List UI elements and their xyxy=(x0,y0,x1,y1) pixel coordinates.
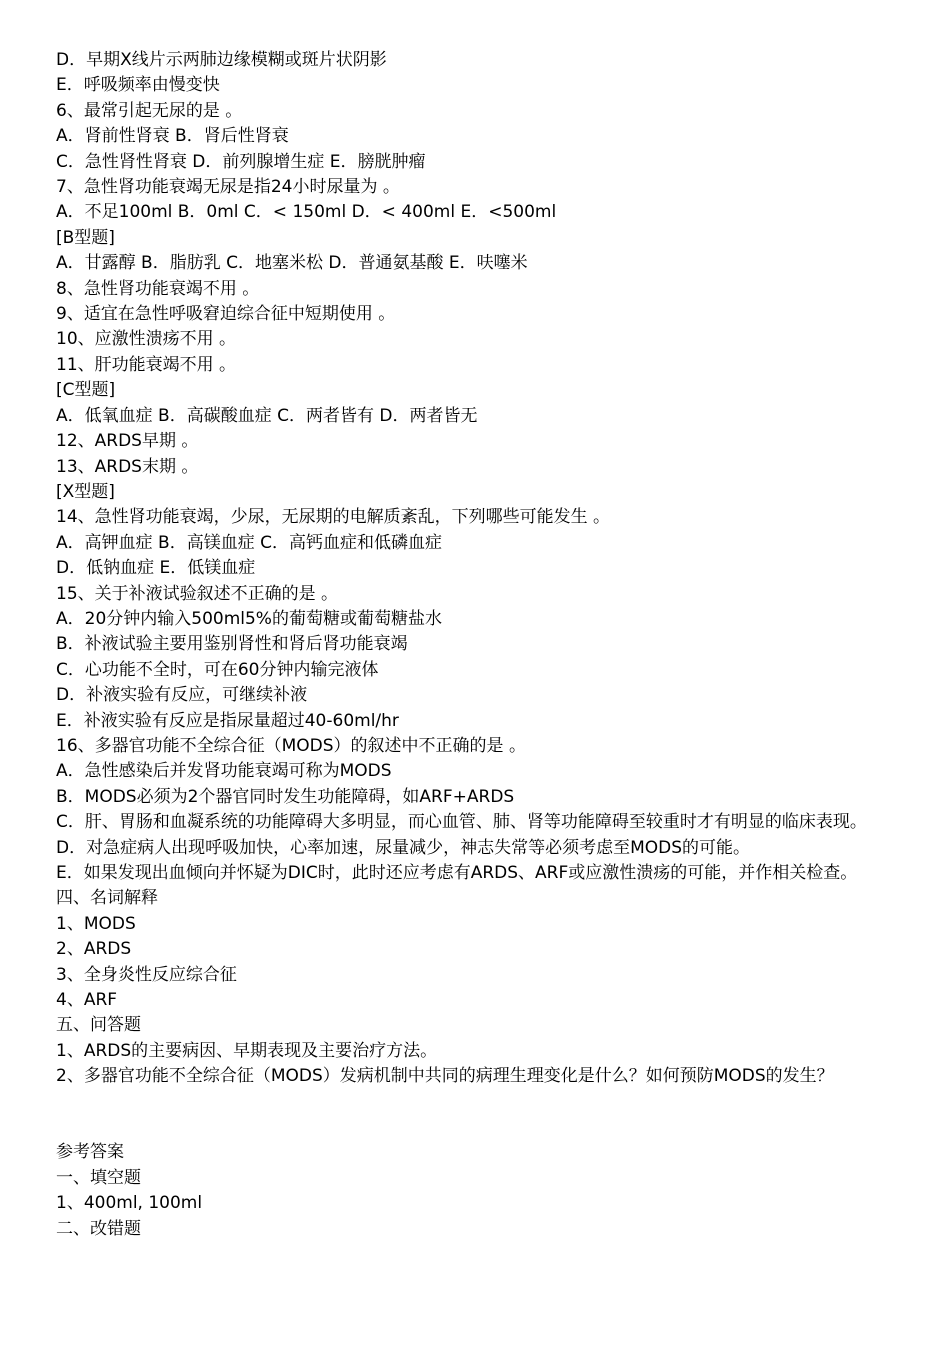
section-heading: 五、问答题 xyxy=(56,1015,141,1036)
option-line: D．低钠血症 E．低镁血症 xyxy=(56,558,256,579)
option-line: B．MODS必须为2个器官同时发生功能障碍，如ARF+ARDS xyxy=(56,786,515,807)
option-line: A．高钾血症 B．高镁血症 C．高钙血症和低磷血症 xyxy=(56,532,442,553)
option-line: C．急性肾性肾衰 D．前列腺增生症 E．膀胱肿瘤 xyxy=(56,151,426,172)
term-item: 1、MODS xyxy=(56,913,136,934)
section-heading: 二、改错题 xyxy=(56,1218,141,1239)
option-line: B．补液试验主要用鉴别肾性和肾后肾功能衰竭 xyxy=(56,634,408,655)
option-line: E．如果发现出血倾向并怀疑为DIC时，此时还应考虑有ARDS、ARF或应激性溃疡的可能，并作相关检查。 xyxy=(56,863,858,883)
question-line: 2、多器官功能不全综合征（MODS）发病机制中共同的病理生理变化是什么？如何预防MODS的发生？ xyxy=(56,1066,834,1087)
question-line: 10、应激性溃疡不用 。 xyxy=(56,329,237,350)
option-line: D．对急症病人出现呼吸加快，心率加速，尿量减少，神志失常等必须考虑至MODS的可能。 xyxy=(56,837,751,858)
question-line: 13、ARDS末期 。 xyxy=(56,456,199,477)
option-line: A．低氧血症 B．高碳酸血症 C．两者皆有 D．两者皆无 xyxy=(56,405,478,426)
option-line: D．早期X线片示两肺边缘模糊或斑片状阴影 xyxy=(56,50,387,70)
option-line: A．甘露醇 B．脂肪乳 C．地塞米松 D．普通氨基酸 E．呋噻米 xyxy=(56,253,528,274)
option-line: C．心功能不全时，可在60分钟内输完液体 xyxy=(56,659,379,680)
term-item: 4、ARF xyxy=(56,990,118,1011)
answer-item: 1、400ml, 100ml xyxy=(56,1193,203,1214)
question-line: 15、关于补液试验叙述不正确的是 。 xyxy=(56,583,339,604)
spacer xyxy=(56,1090,906,1141)
section-label: [B型题] xyxy=(56,227,115,248)
section-label: [X型题] xyxy=(56,481,115,502)
option-line: E．呼吸频率由慢变快 xyxy=(56,75,220,96)
section-heading: 一、填空题 xyxy=(56,1167,141,1188)
option-line: C．肝、胃肠和血凝系统的功能障碍大多明显，而心血管、肺、肾等功能障碍至较重时才有明显的临床表现。 xyxy=(56,812,867,833)
question-line: 9、适宜在急性呼吸窘迫综合征中短期使用 。 xyxy=(56,304,396,325)
section-label: [C型题] xyxy=(56,380,116,401)
option-line: A．急性感染后并发肾功能衰竭可称为MODS xyxy=(56,761,392,782)
option-line: D．补液实验有反应，可继续补液 xyxy=(56,685,308,706)
question-line: 11、肝功能衰竭不用 。 xyxy=(56,354,237,375)
question-line: 1、ARDS的主要病因、早期表现及主要治疗方法。 xyxy=(56,1040,438,1061)
option-line: A．不足100ml B．0ml C．< 150ml D．< 400ml E．<500ml xyxy=(56,202,557,223)
question-line: 7、急性肾功能衰竭无尿是指24小时尿量为 。 xyxy=(56,177,400,198)
question-line: 8、急性肾功能衰竭不用 。 xyxy=(56,278,260,299)
question-line: 6、最常引起无尿的是 。 xyxy=(56,100,243,121)
option-line: A．肾前性肾衰 B．肾后性肾衰 xyxy=(56,126,289,147)
question-line: 14、急性肾功能衰竭，少尿，无尿期的电解质紊乱，下列哪些可能发生 。 xyxy=(56,507,611,528)
option-line: A．20分钟内输入500ml5%的葡萄糖或葡萄糖盐水 xyxy=(56,608,442,629)
document-page xyxy=(56,48,906,1242)
answers-heading: 参考答案 xyxy=(56,1142,124,1163)
question-line: 16、多器官功能不全综合征（MODS）的叙述中不正确的是 。 xyxy=(56,735,526,756)
term-item: 3、全身炎性反应综合征 xyxy=(56,964,237,985)
term-item: 2、ARDS xyxy=(56,939,132,960)
option-line: E．补液实验有反应是指尿量超过40-60ml/hr xyxy=(56,710,399,731)
section-heading: 四、名词解释 xyxy=(56,888,158,909)
question-line: 12、ARDS早期 。 xyxy=(56,431,199,452)
